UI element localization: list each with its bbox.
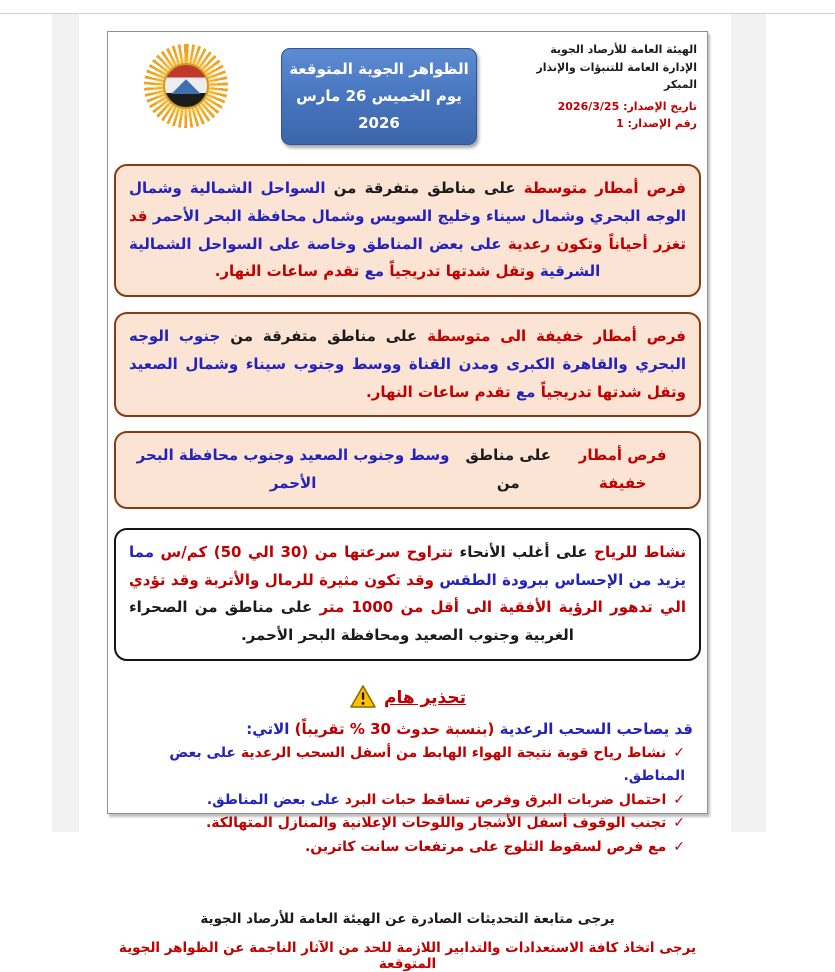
text-segment: جنوب الوجه البحري والقاهرة الكبرى ومدن القناة ووسط وجنوب سيناء وشمال الصعيد xyxy=(129,327,686,373)
bulletin-title-box xyxy=(281,48,477,145)
text-segment: على مناطق متفرقة من xyxy=(333,179,516,197)
issue-number: رقم الإصدار: 1 xyxy=(616,117,697,131)
authority-block xyxy=(512,41,697,133)
weather-bulletin-page xyxy=(107,31,708,972)
text-segment: وتقل شدتها تدريجياً xyxy=(389,262,535,281)
viewer-left-gutter xyxy=(52,14,79,832)
text-segment: قد تغزر أحياناً وتكون رعدية xyxy=(129,206,686,253)
bulletin-title: الظواهر الجوية المتوقعة xyxy=(289,60,469,78)
text-segment: فرص أمطار خفيفة xyxy=(578,446,667,492)
bulletin-light-to-moderate-rain xyxy=(114,312,701,417)
text-segment: الاتي: xyxy=(246,719,290,738)
egypt-flag-disc-icon xyxy=(163,63,209,109)
text-segment: نشاط للرياح xyxy=(594,542,686,561)
meteorological-authority-logo-icon xyxy=(144,44,228,128)
warning-item xyxy=(130,812,685,836)
bulletin-moderate-rain xyxy=(114,164,701,297)
warning-triangle-icon xyxy=(349,684,377,713)
bulletin-header xyxy=(108,41,707,145)
bulletin-light-rain xyxy=(114,431,701,509)
footer-precautions-note: يرجى اتخاذ كافة الاستعدادات والتدابير اللازمة للحد من الآثار الناجمة عن الظواهر الجوية المتوقعة xyxy=(118,940,697,972)
footer-updates-note: يرجى متابعة التحديثات الصادرة عن الهيئة العامة للأرصاد الجوية xyxy=(200,911,615,928)
text-segment: نشاط رياح قوية نتيجة الهواء الهابط من أسفل السحب الرعدية xyxy=(240,744,667,761)
text-segment: فرص أمطار متوسطة xyxy=(523,179,686,197)
text-segment: (بنسبة حدوث 30 % تقريباً) xyxy=(294,719,495,738)
text-segment: على مناطق متفرقة من xyxy=(230,327,418,345)
text-segment: وقد تكون مثيرة للرمال والأتربة وقد تؤدي الي تدهور الرؤية الأفقية الى أقل من 1000 متر xyxy=(129,570,686,617)
check-icon: ✓ xyxy=(673,744,685,761)
warning-title: تحذير هام xyxy=(384,688,466,709)
mountain-icon xyxy=(171,79,201,94)
text-segment: تتراوح سرعتها من (30 الي 50) كم/س xyxy=(160,542,453,561)
warning-item xyxy=(130,789,685,813)
viewer-top-divider xyxy=(0,13,835,14)
warning-list xyxy=(130,742,685,860)
text-segment: على مناطق من xyxy=(465,446,551,492)
text-segment: على بعض المناطق. xyxy=(169,744,685,785)
bulletin-date: يوم الخميس 26 مارس 2026 xyxy=(296,87,462,132)
text-segment: تقدم ساعات النهار. xyxy=(366,382,511,401)
text-segment: مع xyxy=(364,262,385,281)
text-segment: مع فرص لسقوط الثلوج على مرتفعات سانت كاترين. xyxy=(304,838,667,855)
forecast-administration-name: الإدارة العامة للتنبؤات والإنذار المبكر xyxy=(536,60,697,92)
check-icon: ✓ xyxy=(673,791,685,808)
text-segment: تقدم ساعات النهار. xyxy=(214,262,360,281)
text-segment: على مناطق من الصحراء الغربية وجنوب الصعيد ومحافظة البحر الأحمر. xyxy=(129,598,574,644)
issue-date: تاريخ الإصدار: 2026/3/25 xyxy=(557,99,697,113)
text-segment: فرص أمطار خفيفة الى متوسطة xyxy=(427,327,686,345)
text-segment: مما يزيد من الإحساس ببرودة الطقس xyxy=(129,542,687,589)
check-icon: ✓ xyxy=(673,838,685,855)
text-segment: وسط وجنوب الصعيد وجنوب محافظة البحر الأحمر xyxy=(136,446,450,492)
warning-item xyxy=(130,742,685,789)
text-segment: على بعض المناطق. xyxy=(206,791,340,808)
warning-item xyxy=(130,836,685,860)
text-segment: على بعض المناطق وخاصة على السواحل الشمالية الشرقية xyxy=(129,234,601,281)
text-segment: وتقل شدتها تدريجياً xyxy=(540,382,686,401)
text-segment: احتمال ضربات البرق وفرص تساقط حبات البرد xyxy=(344,791,667,808)
text-segment: على أغلب الأنحاء xyxy=(459,542,588,561)
logo-area xyxy=(126,41,246,128)
warning-header xyxy=(108,684,707,713)
text-segment: مع xyxy=(515,382,536,401)
text-segment: السواحل الشمالية وشمال الوجه البحري وشمال سيناء وخليج السويس وشمال محافظة البحر الأحمر xyxy=(129,179,686,225)
authority-name: الهيئة العامة للأرصاد الجوية xyxy=(550,43,697,56)
viewer-right-gutter xyxy=(731,14,766,832)
text-segment: قد يصاحب السحب الرعدية xyxy=(499,719,693,738)
check-icon: ✓ xyxy=(673,815,685,832)
text-segment: تجنب الوقوف أسفل الأشجار واللوحات الإعلانية والمنازل المتهالكة. xyxy=(205,815,667,832)
bulletin-wind-activity xyxy=(114,528,701,661)
warning-intro xyxy=(122,720,693,738)
